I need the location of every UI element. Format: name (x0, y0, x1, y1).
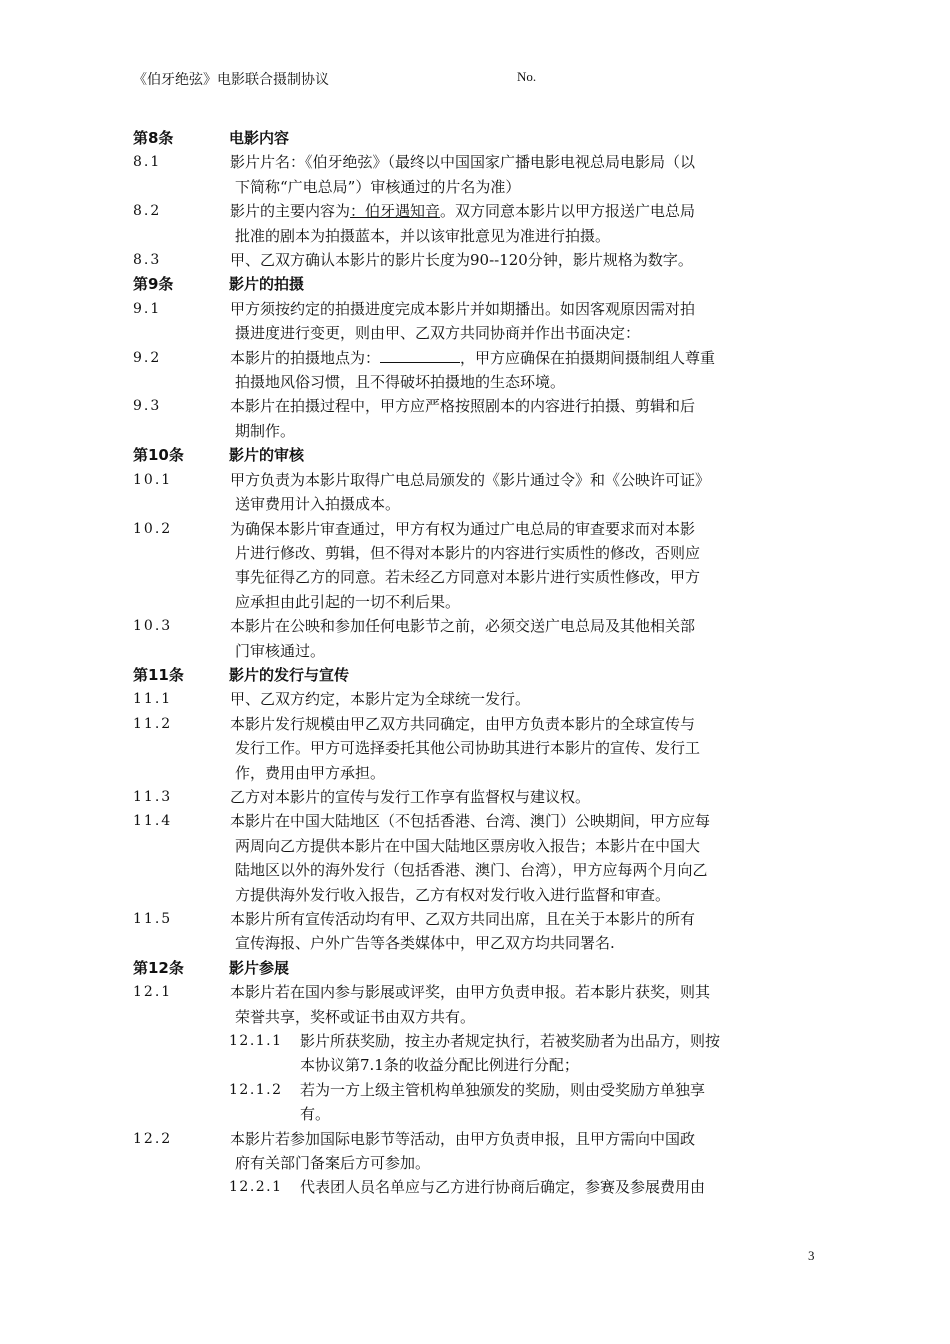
sub-clause-text (300, 1078, 821, 1127)
clause-number: 8.1 (133, 154, 162, 171)
clause-number: 10.1 (133, 471, 173, 488)
clause-text (230, 297, 821, 346)
clause-text (230, 980, 821, 1029)
clause (133, 468, 821, 517)
clause-text (230, 1127, 821, 1176)
sub-clause (133, 1029, 821, 1078)
article-number: 第8条 (133, 129, 174, 147)
clause-line: 期制作。 (235, 421, 296, 440)
sub-clause-line: 有。 (300, 1105, 331, 1124)
sub-clause-line: 代表团人员名单应与乙方进行协商后确定，参赛及参展费用由 (300, 1178, 706, 1197)
clause-line: 两周向乙方提供本影片在中国大陆地区票房收入报告；本影片在中国大 (235, 836, 701, 855)
clause-number: 9.1 (133, 300, 162, 317)
clause-line: 本影片在拍摄过程中，甲方应严格按照剧本的内容进行拍摄、剪辑和后 (230, 397, 696, 416)
clause-line: 方提供海外发行收入报告，乙方有权对发行收入进行监督和审查。 (235, 885, 671, 904)
sub-clause (133, 1175, 821, 1199)
clause (133, 614, 821, 663)
clause-line: 本影片在公映和参加任何电影节之前，必须交送广电总局及其他相关部 (230, 617, 696, 636)
clause-number: 10.2 (133, 520, 173, 537)
clause-text (230, 468, 821, 517)
clause (133, 785, 821, 809)
article-heading (133, 956, 821, 980)
sub-clause-text (300, 1175, 821, 1199)
clause-line: 摄进度进行变更，则由甲、乙双方共同协商并作出书面决定： (235, 324, 641, 343)
clause-line: 甲方负责为本影片取得广电总局颁发的《影片通过令》和《公映许可证》 (230, 470, 711, 489)
sub-clause-line: 本协议第7.1条的收益分配比例进行分配； (300, 1056, 579, 1075)
document-title: 《伯牙绝弦》电影联合摄制协议 (133, 72, 329, 88)
clause (133, 980, 821, 1029)
clause-line: 片进行修改、剪辑，但不得对本影片的内容进行实质性的修改，否则应 (235, 543, 701, 562)
clause-line-start: 影片的主要内容为 (230, 202, 351, 221)
clause-line: 府有关部门备案后方可参加。 (235, 1154, 431, 1173)
clause-line: 荣誉共享，奖杯或证书由双方共有。 (235, 1007, 476, 1026)
clause-text (230, 785, 821, 809)
clause (133, 297, 821, 346)
clause-line: 下简称“广电总局”）审核通过的片名为准） (235, 177, 521, 196)
sub-clause-number: 12.1.2 (229, 1081, 283, 1098)
clause-text (230, 712, 821, 785)
clause-line: 为确保本影片审查通过，甲方有权为通过广电总局的审查要求而对本影 (230, 519, 696, 538)
clause-text (230, 150, 821, 199)
clause-line: 拍摄地风俗习惯，且不得破坏拍摄地的生态环境。 (235, 373, 566, 392)
article-title: 影片参展 (229, 958, 290, 977)
clause-line: 宣传海报、户外广告等各类媒体中，甲乙双方均共同署名. (235, 934, 615, 953)
clause (133, 687, 821, 711)
article-title: 影片的发行与宣传 (229, 665, 350, 684)
clause-text (230, 199, 821, 248)
sub-clause-number: 12.2.1 (229, 1179, 283, 1196)
article-title: 电影内容 (229, 129, 290, 147)
clause-line: 本影片在中国大陆地区（不包括香港、台湾、澳门）公映期间，甲方应每 (230, 812, 711, 831)
clause-number: 11.3 (133, 788, 173, 805)
clause-text (230, 248, 821, 272)
clause (133, 809, 821, 907)
clause (133, 199, 821, 248)
clause-number: 12.2 (133, 1130, 173, 1147)
article-title: 影片的拍摄 (229, 275, 305, 294)
clause-line: 发行工作。甲方可选择委托其他公司协助其进行本影片的宣传、发行工 (235, 739, 701, 758)
clause (133, 907, 821, 956)
blank-field[interactable] (380, 348, 460, 363)
clause-line (230, 199, 821, 223)
clause-line: 事先征得乙方的同意。若未经乙方同意对本影片进行实质性修改，甲方 (235, 568, 701, 587)
clause-line: 本影片发行规模由甲乙双方共同确定，由甲方负责本影片的全球宣传与 (230, 714, 696, 733)
clause-line: 陆地区以外的海外发行（包括香港、澳门、台湾），甲方应每两个月向乙 (235, 861, 708, 880)
clause-line: 门审核通过。 (235, 641, 326, 660)
clause-number: 12.1 (133, 984, 173, 1001)
clause (133, 712, 821, 785)
sub-clause-line: 若为一方上级主管机构单独颁发的奖励，则由受奖励方单独享 (300, 1080, 706, 1099)
clause-line: 应承担由此引起的一切不利后果。 (235, 592, 461, 611)
sub-clause-text (300, 1029, 821, 1078)
clause-line: 影片片名：《伯牙绝弦》（最终以中国国家广播电影电视总局电影局（以 (230, 153, 696, 172)
clause-text (230, 687, 821, 711)
article-number: 第11条 (133, 665, 184, 684)
document-body (133, 126, 821, 1200)
clause-line (230, 346, 821, 370)
clause-line: 本影片若参加国际电影节等活动，由甲方负责申报，且甲方需向中国政 (230, 1129, 696, 1148)
clause-line: 批准的剧本为拍摄蓝本，并以该审批意见为准进行拍摄。 (235, 226, 611, 245)
clause-text (230, 346, 821, 395)
clause-line: 本影片所有宣传活动均有甲、乙双方共同出席，且在关于本影片的所有 (230, 910, 696, 928)
article-title: 影片的审核 (229, 446, 305, 465)
clause-line: 本影片若在国内参与影展或评奖，由甲方负责申报。若本影片获奖，则其 (230, 983, 711, 1002)
clause-line: 甲方须按约定的拍摄进度完成本影片并如期播出。如因客观原因需对拍 (230, 299, 696, 318)
underlined-content: ：伯牙遇知音 (350, 202, 441, 221)
clause-number: 9.2 (133, 349, 162, 366)
clause (133, 517, 821, 615)
clause (133, 346, 821, 395)
article-heading (133, 663, 821, 687)
clause-number: 11.2 (133, 715, 173, 732)
clause-text (230, 517, 821, 615)
article-heading (133, 272, 821, 296)
clause (133, 150, 821, 199)
clause-number: 10.3 (133, 618, 173, 635)
clause-line: 作，费用由甲方承担。 (235, 763, 386, 782)
document-number-label: No. (517, 69, 537, 84)
article-number: 第12条 (133, 958, 184, 977)
clause-line: 送审费用计入拍摄成本。 (235, 495, 401, 514)
article-heading (133, 443, 821, 467)
clause-number: 11.1 (133, 691, 173, 708)
clause-text (230, 614, 821, 663)
clause (133, 394, 821, 443)
sub-clause-number: 12.1.1 (229, 1033, 283, 1050)
sub-clause (133, 1078, 821, 1127)
clause (133, 1127, 821, 1176)
clause (133, 248, 821, 272)
clause-line: 乙方对本影片的宣传与发行工作享有监督权与建议权。 (230, 787, 591, 806)
clause-number: 11.4 (133, 813, 173, 830)
clause-number: 11.5 (133, 911, 173, 927)
clause-text (230, 809, 821, 907)
sub-clause-line: 影片所获奖励，按主办者规定执行，若被奖励者为出品方，则按 (300, 1032, 721, 1051)
clause-line: 甲、乙双方确认本影片的影片长度为90--120分钟，影片规格为数字。 (230, 251, 693, 270)
article-number: 第9条 (133, 275, 174, 294)
clause-line-start: 本影片的拍摄地点为： (230, 348, 381, 367)
clause-line-end: ，甲方应确保在拍摄期间摄制组人尊重 (460, 348, 716, 367)
clause-number: 8.3 (133, 252, 162, 269)
clause-line: 甲、乙双方约定，本影片定为全球统一发行。 (230, 690, 531, 709)
article-number: 第10条 (133, 446, 184, 465)
article-heading (133, 126, 821, 150)
clause-text (230, 394, 821, 443)
clause-line-end: 。双方同意本影片以甲方报送广电总局 (440, 202, 696, 221)
document-header (133, 69, 833, 91)
page-number: 3 (808, 1248, 815, 1263)
clause-text (230, 907, 821, 956)
clause-number: 8.2 (133, 203, 162, 220)
clause-number: 9.3 (133, 398, 162, 415)
